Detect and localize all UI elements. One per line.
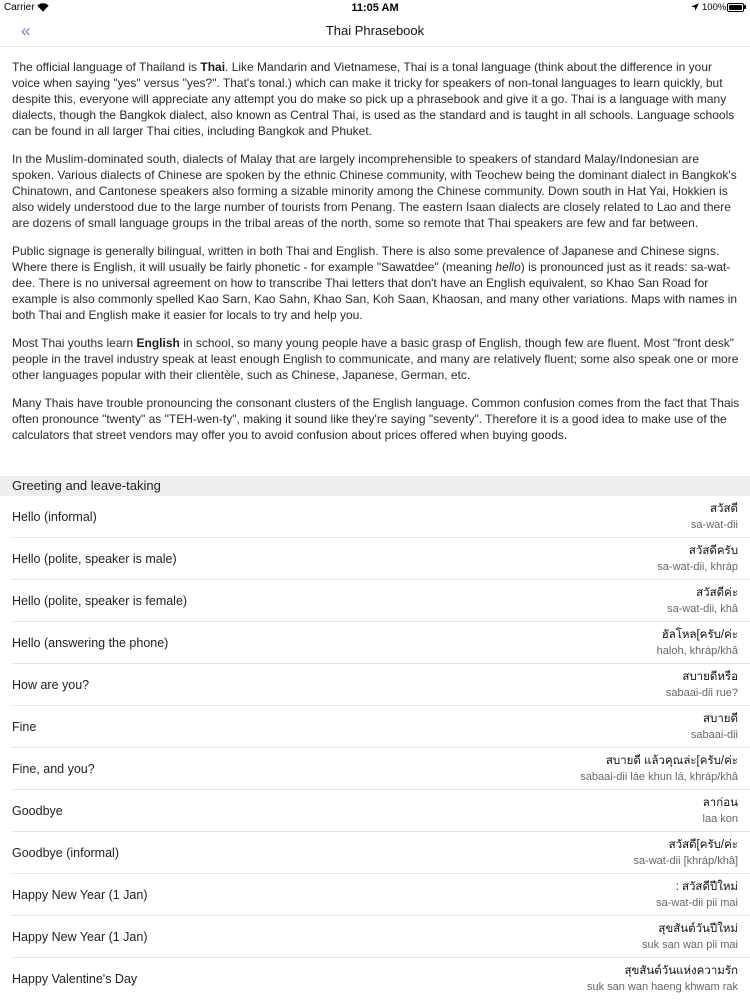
phrase-romanization: suk san wan haeng khwam rak [586, 981, 738, 993]
language-name-english: English [136, 336, 180, 350]
phrase-translation [642, 921, 738, 953]
navigation-bar [0, 17, 750, 47]
language-name-thai: Thai [200, 60, 226, 74]
battery-icon [727, 3, 744, 12]
phrase-row[interactable] [0, 496, 750, 538]
intro-text-run: In the Muslim-dominated south, dialects of Malay that are largely incomprehensible to speakers of standard Malay/Indonesian are spoken. Various dialects of Chinese are spoken by the ethnic Chinese community, with Teochew being the dominant dialect in Bangkok's Chinatown, and Cantonese speakers also forming a sizable minority among the Chinese community. Down south in Hat Yai, Hokkien is also widely understood due to the large number of tourists from Penang. The eastern Isaan dialects are closely related to Lao and there are dozens of small language groups in the tribal areas of the north, some so remote that Thai speakers are few and far between. [12, 152, 737, 230]
phrase-translation [691, 501, 738, 533]
page-title: Thai Phrasebook [325, 23, 425, 38]
phrase-translation [587, 963, 738, 995]
status-bar [0, 0, 750, 17]
phrase-translation [656, 879, 738, 911]
phrase-thai: สบายดีหรือ [682, 671, 738, 683]
phrase-english: Fine [12, 720, 37, 734]
intro-paragraph-dialects [12, 151, 740, 231]
phrase-romanization: sa-wat-dii pii mai [656, 897, 738, 909]
phrase-romanization: sabaai-dii rue? [665, 687, 738, 699]
phrase-thai: ลาก่อน [702, 797, 738, 809]
phrase-translation [691, 711, 738, 743]
intro-text-run: Public signage is generally bilingual, written in both Thai and English. There is also some prevalence of Japanese and Chinese signs. Where there is English, it will usually be fairly phonetic - for example "Sawatdee" (meaning [12, 244, 720, 274]
intro-text-run: in school, so many young people have a basic grasp of English, though few are fluent. Most "front desk" people in the travel industry speak at least enough English to communicate, and many are relatively fluent; some also speak one or more other languages popular with their clientèle, such as Chinese, Japanese, German, etc. [12, 336, 739, 382]
phrase-romanization: haloh, khráp/khâ [656, 645, 738, 657]
phrase-english: Hello (answering the phone) [12, 636, 169, 650]
phrase-row[interactable] [0, 580, 750, 622]
phrase-thai: สวัสดี [710, 503, 738, 515]
phrase-thai: สบายดี แล้วคุณล่ะ[ครับ/ค่ะ [605, 755, 738, 767]
phrase-english: Goodbye [12, 804, 63, 818]
phrase-romanization: sa-wat-dii [khráp/khâ] [633, 855, 738, 867]
phrase-english: Hello (polite, speaker is male) [12, 552, 177, 566]
carrier-label: Carrier [4, 2, 35, 13]
double-chevron-left-icon[interactable]: « [21, 21, 31, 40]
phrase-english: Happy New Year (1 Jan) [12, 930, 148, 944]
phrase-romanization: sa-wat-dii, khâ [667, 603, 738, 615]
battery-nub [744, 5, 746, 9]
intro-text-run: . Like Mandarin and Vietnamese, Thai is a tonal language (think about the difference in your voice when saying "yes" versus "yes?". That's tonal.) which can make it tricky for speakers of non-tonal languages to learn quickly, but despite this, everyone will appreciate any attempt you do make so pick up a phrasebook and give it a go. Thai is a language with many dialects, though the Bangkok dialect, also known as Central Thai, is used as the standard and is taught in all schools. Language schools can be found in all larger Thai cities, including Bangkok and Phuket. [12, 60, 735, 138]
phrase-romanization: sa-wat-dii [690, 519, 738, 531]
phrase-translation [703, 795, 738, 827]
status-time: 11:05 AM [351, 2, 399, 14]
phrase-romanization: sabaai-dii láe khun lá, khráp/khâ [580, 771, 738, 783]
phrase-row[interactable] [0, 538, 750, 580]
phrase-row[interactable] [0, 706, 750, 748]
intro-paragraph-official-language [12, 59, 740, 139]
phrase-thai: ฮัลโหล[ครับ/ค่ะ [661, 629, 738, 641]
phrase-thai: : สวัสดีปีใหม่ [675, 881, 738, 893]
intro-text-run: ) is pronounced just as it reads: sa-wat-dee. There is no universal agreement on how to transcribe Thai letters that don't have an English equivalent, so Khao San Road for example is also commonly spelled Kao Sarn, Kao Sahn, Khao San, Koh Saan, Khaosan, and many other variations. Maps with names in both Thai and English make it easier for locals to try and help you. [12, 260, 738, 322]
phrase-translation [666, 669, 738, 701]
phrase-translation [667, 585, 738, 617]
phrase-translation [633, 837, 738, 869]
phrase-row[interactable] [0, 664, 750, 706]
phrase-translation [580, 753, 738, 785]
intro-text-run: Most Thai youths learn [12, 336, 137, 350]
phrase-romanization: sa-wat-dii, khráp [657, 561, 738, 573]
phrase-list [0, 496, 750, 1000]
phrase-row[interactable] [0, 748, 750, 790]
phrase-thai: สุขสันต์วันปีใหม่ [658, 923, 738, 935]
intro-text [12, 59, 740, 475]
phrase-romanization: suk san wan pii mai [642, 939, 738, 951]
phrase-english: Fine, and you? [12, 762, 95, 776]
intro-paragraph-signage [12, 243, 740, 323]
phrase-english: How are you? [12, 678, 90, 692]
word-hello: hello [495, 260, 521, 274]
location-arrow-icon [691, 3, 699, 11]
phrase-english: Happy Valentine's Day [12, 972, 138, 986]
intro-paragraph-english [12, 335, 740, 383]
battery-percent: 100% [702, 2, 727, 13]
phrase-thai: สวัสดีครับ [688, 545, 738, 557]
phrase-thai: สวัสดี[ครับ/ค่ะ [668, 839, 738, 851]
intro-text-run: Many Thais have trouble pronouncing the consonant clusters of the English language. Common confusion comes from the fact that Thais often pronounce "twenty" as "TEH-wen-ty", making it sound like they're saying "seventy". Therefore it is a good idea to make use of the calculators that street vendors may offer you to avoid confusion about prices offered when buying goods. [12, 396, 740, 442]
battery-fill [729, 5, 742, 10]
phrase-thai: สวัสดีค่ะ [696, 587, 738, 599]
section-title: Greeting and leave-taking [12, 478, 161, 493]
phrase-row[interactable] [0, 622, 750, 664]
phrase-row[interactable] [0, 874, 750, 916]
phrase-english: Hello (informal) [12, 510, 97, 524]
wifi-icon [37, 3, 49, 12]
intro-text-run: The official language of Thailand is [12, 60, 201, 74]
phrase-thai: สบายดี [703, 713, 738, 725]
section-header [0, 476, 750, 496]
phrase-english: Hello (polite, speaker is female) [12, 594, 188, 608]
phrase-english: Goodbye (informal) [12, 846, 119, 860]
phrase-row[interactable] [0, 916, 750, 958]
phrase-row[interactable] [0, 958, 750, 1000]
phrase-row[interactable] [0, 790, 750, 832]
phrase-romanization: laa kon [702, 813, 738, 825]
phrase-romanization: sabaai-dii [690, 729, 738, 741]
phrase-translation [657, 543, 738, 575]
phrase-thai: สุขสันต์วันแห่งความรัก [624, 965, 738, 977]
phrase-english: Happy New Year (1 Jan) [12, 888, 148, 902]
phrase-translation [657, 627, 738, 659]
phrase-row[interactable] [0, 832, 750, 874]
intro-paragraph-pronunciation [12, 395, 740, 443]
